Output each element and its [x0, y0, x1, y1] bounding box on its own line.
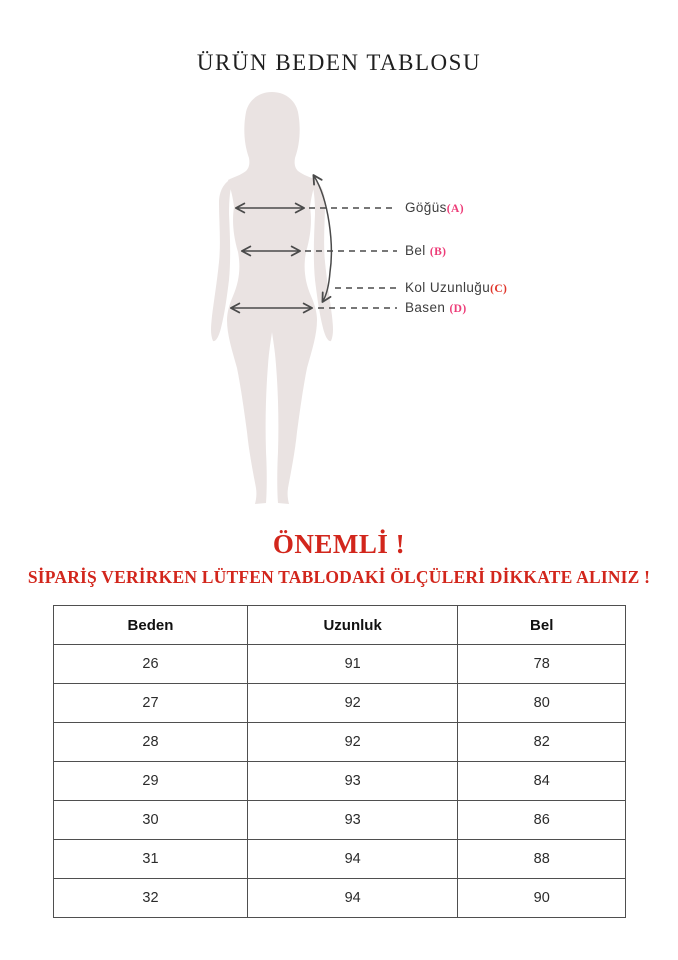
table-cell: 27 — [54, 684, 248, 723]
table-cell: 84 — [458, 762, 626, 801]
size-table — [53, 605, 626, 918]
table-cell: 92 — [247, 684, 457, 723]
waist-label — [405, 243, 446, 260]
table-row — [54, 879, 626, 918]
table-cell: 94 — [247, 879, 457, 918]
table-cell: 92 — [247, 723, 457, 762]
column-header-beden: Beden — [54, 606, 248, 645]
waist-code: (B) — [429, 246, 447, 258]
hip-code: (D) — [449, 303, 467, 315]
table-row — [54, 762, 626, 801]
arm-length-label — [405, 280, 507, 297]
body-silhouette-icon — [211, 92, 333, 504]
table-cell: 28 — [54, 723, 248, 762]
hip-label — [405, 300, 467, 317]
table-cell: 88 — [458, 840, 626, 879]
table-cell: 93 — [247, 762, 457, 801]
table-row — [54, 645, 626, 684]
waist-label-text: Bel — [405, 243, 430, 258]
table-header-row — [54, 606, 626, 645]
table-cell: 78 — [458, 645, 626, 684]
table-cell: 82 — [458, 723, 626, 762]
table-row — [54, 801, 626, 840]
table-cell: 80 — [458, 684, 626, 723]
table-row — [54, 723, 626, 762]
table-cell: 32 — [54, 879, 248, 918]
table-cell: 26 — [54, 645, 248, 684]
table-cell: 94 — [247, 840, 457, 879]
table-cell: 90 — [458, 879, 626, 918]
page-title: ÜRÜN BEDEN TABLOSU — [196, 50, 482, 75]
table-row — [54, 840, 626, 879]
column-header-bel: Bel — [458, 606, 626, 645]
chest-label — [405, 200, 464, 217]
arm-length-code: (C) — [490, 283, 508, 295]
hip-label-text: Basen — [405, 300, 450, 315]
table-cell: 29 — [54, 762, 248, 801]
important-heading: ÖNEMLİ ! — [272, 529, 406, 559]
column-header-uzunluk: Uzunluk — [247, 606, 457, 645]
table-cell: 31 — [54, 840, 248, 879]
important-subheading: SİPARİŞ VERİRKEN LÜTFEN TABLODAKİ ÖLÇÜLERİ DİKKATE ALINIZ ! — [27, 567, 651, 587]
table-cell: 86 — [458, 801, 626, 840]
table-cell: 93 — [247, 801, 457, 840]
chest-label-text: Göğüs — [405, 200, 447, 215]
table-cell: 30 — [54, 801, 248, 840]
chest-code: (A) — [446, 203, 464, 215]
table-cell: 91 — [247, 645, 457, 684]
arm-length-label-text: Kol Uzunluğu — [405, 280, 491, 295]
table-row — [54, 684, 626, 723]
